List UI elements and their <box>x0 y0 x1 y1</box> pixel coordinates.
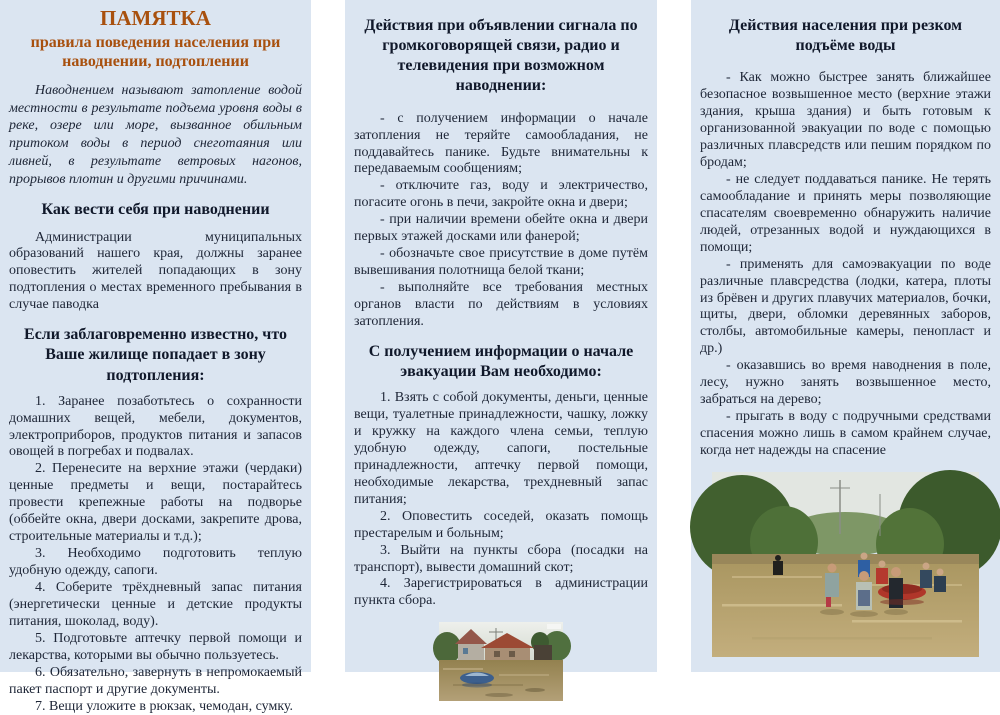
column-rapid-rise-actions <box>691 0 1000 672</box>
flooded-village-photo <box>439 622 563 701</box>
preparation-step: 6. Обязательно, завернуть в непромокаемый пакет паспорт и другие документы. <box>9 664 302 697</box>
spacer <box>700 56 991 70</box>
signal-action: - при наличии времени обейте окна и двери первых этажей досками или фанерой; <box>354 212 648 245</box>
signal-action: - выполняйте все требования местных органов власти по действиям в условиях затопления. <box>354 280 648 329</box>
rapid-rise-action: - Как можно быстрее занять ближайшее безопасное возвышенное место (верхние этажи здания, крыша здания) и быть готовым к организованной эвакуации по воде с помощью различных плавсредств или пешим порядком по бродам; <box>700 70 991 170</box>
evacuation-step: 1. Взять с собой документы, деньги, ценные вещи, туалетные принадлежности, чашку, ложку и кружку на каждого члена семьи, теплую удобную одежду, сапоги, постельные принадлежности, аптечку первой помощи, необходимые лекарства, трехдневный запас питания; <box>354 390 648 507</box>
preparation-step: 2. Перенесите на верхние этажи (чердаки) ценные предметы и вещи, постарайтесь провести крепежные работы на подворье (оббейте окна, двери досками, закрепите дрова, строительные материалы и т.д.); <box>9 461 302 545</box>
page-subtitle: правила поведения населения при наводнении, подтоплении <box>30 34 281 70</box>
preparation-step: 1. Заранее позаботьтесь о сохранности домашних вещей, мебели, документов, электроприборов, продуктов питания и запасов овощей в погребах и подвалах. <box>9 393 302 460</box>
heading-evacuation-info: С получением информации о начале эвакуации Вам необходимо: <box>368 342 634 380</box>
preparation-step: 5. Подготовьте аптечку первой помощи и лекарства, которыми вы обычно пользуетесь. <box>9 630 302 663</box>
evacuation-step: 2. Оповестить соседей, оказать помощь престарелым и больным; <box>354 508 648 541</box>
heading-if-known-in-advance: Если заблаговременно известно, что Ваше жилище попадает в зону подтопления: <box>24 326 287 384</box>
heading-rapid-water-rise: Действия населения при резком подъёме воды <box>728 17 963 55</box>
column-intro <box>0 0 311 714</box>
signal-action: - отключите газ, воду и электричество, погасите огонь в печи, закройте окна и двери; <box>354 178 648 211</box>
preparation-step: 3. Необходимо подготовить теплую удобную одежду, сапоги. <box>9 546 302 579</box>
preparation-step: 7. Вещи уложите в рюкзак, чемодан, сумку. <box>35 698 294 714</box>
heading-how-to-behave: Как вести себя при наводнении <box>41 201 270 219</box>
rapid-rise-actions-list <box>700 70 991 460</box>
rapid-rise-action: - применять для самоэвакуации по воде различные плавсредства (лодки, катера, плоты из брёвен и других плавучих материалов, бочки, щиты, двери, обломки деревянных заборов, столбы, автомобильные камеры, пенопласт и др.) <box>700 256 991 357</box>
flood-evacuation-photo <box>712 472 979 657</box>
administration-notice-paragraph: Администрации муниципальных образований нашего края, должны заранее оповестить жителей попадающих в зону подтопления о местах временного пребывания в случае паводка <box>9 229 302 313</box>
preparation-steps-list <box>9 394 302 715</box>
heading-signal-announcement: Действия при объявлении сигнала по громкоговорящей связи, радио и телевидения при возможном наводнении: <box>364 17 638 95</box>
rapid-rise-action: - оказавшись во время наводнения в поле, лесу, нужно занять возвышенное место, забраться на дерево; <box>700 358 991 408</box>
page-title: ПАМЯТКА <box>100 6 211 30</box>
rapid-rise-action: - не следует поддаваться панике. Не терять самообладание и принять меры позволяющие спасателям своевременно обнаружить наличие людей, отрезанных водой и нуждающихся в помощи; <box>700 171 991 255</box>
signal-action: - с получением информации о начале затопления не теряйте самообладания, не поддавайтесь панике. Будьте внимательны к передаваемым сообщениям; <box>354 110 648 177</box>
evacuation-steps-list <box>354 390 648 610</box>
spacer <box>354 97 648 111</box>
intro-definition-paragraph: Наводнением называют затопление водой местности в результате подъема уровня воды в реке, озере или море, вызванное обильным притоком воды в период снеготаяния или ливней, в результате ветровых нагонов, прорывов плотин и другими причинами. <box>9 82 302 187</box>
evacuation-step: 4. Зарегистрироваться в администрации пункта сбора. <box>354 576 648 609</box>
evacuation-step: 3. Выйти на пункты сбора (посадки на транспорт), вывести домашний скот; <box>354 542 648 575</box>
signal-actions-list <box>354 111 648 331</box>
column-signal-actions <box>345 0 657 672</box>
preparation-step: 4. Соберите трёхдневный запас питания (энергетически ценные и детские продукты питания, шоколад, воду). <box>9 579 302 629</box>
signal-action: - обозначьте свое присутствие в доме путём вывешивания полотнища белой ткани; <box>354 246 648 279</box>
rapid-rise-action: - прыгать в воду с подручными средствами спасения можно лишь в самом крайнем случае, когда нет надежды на спасение <box>700 409 991 458</box>
